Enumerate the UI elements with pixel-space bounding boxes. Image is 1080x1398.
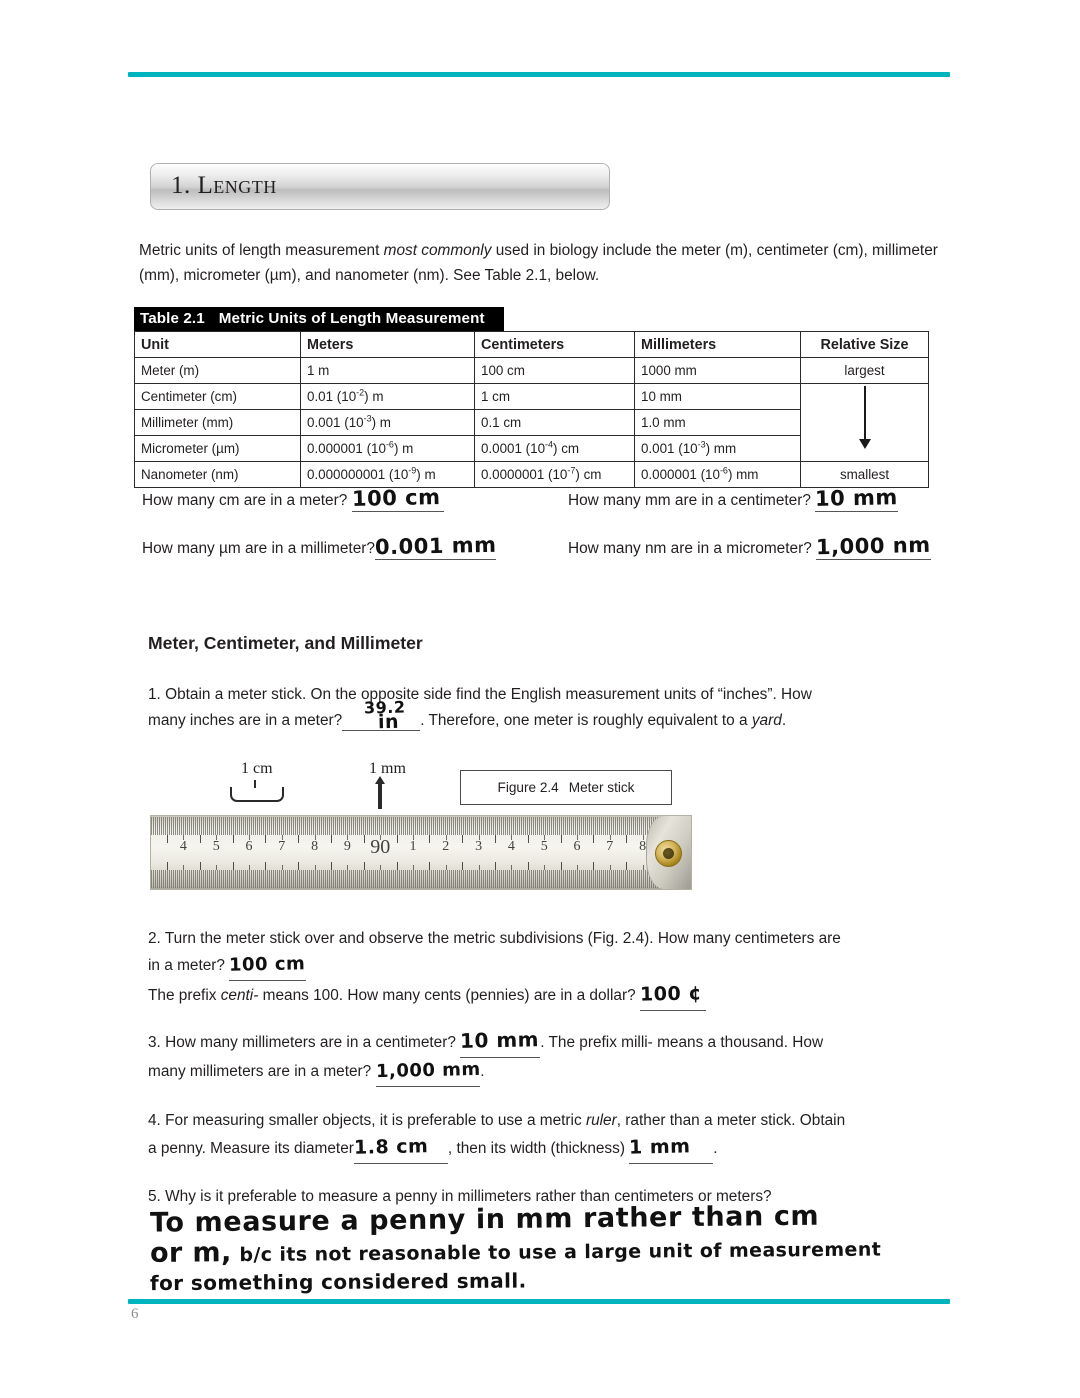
col-header-meters: Meters — [301, 332, 475, 358]
item-4 — [148, 1108, 1018, 1164]
arrow-head — [859, 439, 871, 449]
subsection-heading: Meter, Centimeter, and Millimeter — [148, 633, 423, 653]
meters-exponent: -3 — [363, 413, 372, 424]
meters-base: 0.000001 (10 — [307, 441, 386, 456]
cell-unit: Centimeter (cm) — [135, 384, 301, 410]
item-3-answer-2: 1,000 mm — [375, 1058, 481, 1083]
ruler-ticks-top — [151, 817, 663, 835]
item-4-text-2: , rather than a meter stick. Obtain — [616, 1112, 846, 1129]
meters-tail: ) m — [371, 415, 391, 430]
mm-tail: ) mm — [705, 441, 737, 456]
section-banner-label — [171, 172, 277, 200]
metric-units-table — [134, 307, 928, 488]
table-row — [135, 384, 929, 410]
col-header-centimeters: Centimeters — [475, 332, 635, 358]
ruler-numbers — [151, 836, 663, 867]
table-label: Table 2.1 — [140, 310, 205, 327]
item-2-prefix-before: The prefix — [148, 987, 221, 1004]
item-3-answer-1: 10 mm — [459, 1027, 540, 1053]
item-3-line-1 — [148, 1027, 1008, 1058]
bottom-accent-rule — [128, 1299, 950, 1304]
ruler-number: 7 — [278, 839, 286, 854]
item-3-after-1: . The prefix milli- means a thousand. How — [540, 1034, 824, 1051]
cell-millimeters: 10 mm — [635, 384, 801, 410]
item-2 — [148, 926, 1008, 1011]
quick-question-3-prompt: How many µm are in a millimeter? — [142, 540, 375, 557]
cm-base: 0.0000001 (10 — [481, 467, 568, 482]
meter-stick-image — [150, 815, 692, 890]
cell-millimeters: 1000 mm — [635, 358, 801, 384]
cell-meters — [301, 410, 475, 436]
meters-tail: ) m — [393, 441, 414, 456]
cell-meters — [301, 384, 475, 410]
item-5-handwritten-answer[interactable] — [149, 1200, 1040, 1296]
meters-exponent: -2 — [356, 387, 365, 398]
answer-line-3: for something considered small. — [149, 1268, 527, 1296]
quick-question-2-answer: 10 mm — [814, 485, 899, 511]
table-row — [135, 358, 929, 384]
ruler-number: 1 — [409, 839, 417, 854]
ruler-eyelet-icon — [655, 840, 682, 867]
figure-meter-stick — [150, 760, 690, 900]
item-3 — [148, 1027, 1008, 1087]
mm-base: 0.000001 (10 — [641, 467, 720, 482]
intro-text-italic: most commonly — [383, 242, 492, 259]
item-4-prompt-2: , then its width (thickness) — [447, 1140, 625, 1157]
quick-question-3 — [142, 534, 496, 560]
item-1-answer-unit: in — [377, 710, 400, 734]
item-1-line-1: 1. Obtain a meter stick. On the opposite side find the English measurement units of “inches”. How — [148, 686, 812, 703]
item-2-prompt-2: means 100. How many cents (pennies) are in a dollar? — [258, 987, 636, 1004]
cell-centimeters: 100 cm — [475, 358, 635, 384]
section-number: 1. — [171, 172, 191, 199]
intro-paragraph — [139, 238, 939, 288]
cell-centimeters: 0.1 cm — [475, 410, 635, 436]
item-2-answer-2: 100 ¢ — [639, 982, 703, 1006]
item-3-prompt-1: 3. How many millimeters are in a centimeter? — [148, 1034, 456, 1051]
label-one-cm: 1 cm — [241, 760, 273, 777]
item-1-line-2 — [148, 697, 988, 734]
ruler-ticks-bottom — [151, 870, 663, 888]
cell-meters: 1 m — [301, 358, 475, 384]
quick-question-3-answer: 0.001 mm — [374, 532, 497, 560]
item-3-answer-field-2[interactable] — [376, 1058, 481, 1087]
item-4-text-1: 4. For measuring smaller objects, it is preferable to use a metric — [148, 1112, 586, 1129]
item-4-answer-1: 1.8 cm — [353, 1135, 429, 1159]
cm-tail: ) cm — [553, 441, 580, 456]
section-title: Length — [197, 172, 277, 199]
ruler-number: 6 — [573, 839, 581, 854]
quick-question-1-prompt: How many cm are in a meter? — [142, 492, 348, 509]
item-3-line-2 — [148, 1058, 1008, 1087]
top-accent-rule — [128, 72, 950, 77]
cm-exponent: -4 — [545, 439, 554, 450]
ruler-number: 2 — [442, 839, 450, 854]
item-2-answer-field-2[interactable] — [640, 981, 706, 1011]
cell-meters — [301, 436, 475, 462]
quick-question-4-answer: 1,000 nm — [815, 532, 931, 560]
ruler-number: 4 — [179, 839, 187, 854]
quick-question-2-answer-field[interactable] — [815, 486, 898, 512]
meters-tail: ) m — [364, 389, 384, 404]
quick-question-2-prompt: How many mm are in a centimeter? — [568, 492, 811, 509]
mm-tail: ) mm — [727, 467, 759, 482]
meters-base: 0.01 (10 — [307, 389, 357, 404]
item-4-answer-2: 1 mm — [629, 1135, 691, 1159]
quick-question-4 — [568, 534, 931, 560]
ruler-number: 5 — [212, 839, 220, 854]
item-2-answer-field-1[interactable] — [229, 952, 305, 981]
ruler-number: 9 — [343, 839, 351, 854]
figure-caption-text: Meter stick — [568, 780, 635, 795]
item-1-answer-super: 39.2 — [363, 697, 406, 718]
item-4-italic: ruler — [585, 1112, 617, 1129]
item-1-prompt: many inches are in a meter? — [148, 712, 343, 729]
item-1 — [148, 682, 988, 734]
meters-exponent: -6 — [385, 439, 394, 450]
label-one-mm: 1 mm — [369, 760, 406, 777]
answer-line-1: To measure a penny in mm rather than cm — [149, 1200, 820, 1239]
meters-tail: ) m — [416, 467, 436, 482]
cm-brace-icon — [230, 787, 284, 802]
item-2-prefix-italic: centi- — [220, 987, 259, 1004]
arrow-shaft — [864, 386, 866, 440]
quick-question-4-answer-field[interactable] — [816, 534, 931, 560]
table-title-bar — [134, 307, 504, 331]
cm-base: 0.0001 (10 — [481, 441, 546, 456]
item-4-answer-field-2[interactable] — [629, 1134, 713, 1164]
ruler-number: 6 — [245, 839, 253, 854]
ruler-number: 3 — [475, 839, 483, 854]
size-arrow — [801, 384, 928, 461]
item-1-italic: yard — [751, 712, 782, 729]
item-4-prompt-1: a penny. Measure its diameter — [148, 1140, 354, 1157]
item-2-answer-1: 100 cm — [229, 953, 306, 976]
mm-pointer-icon — [378, 784, 382, 809]
cell-millimeters: 1.0 mm — [635, 410, 801, 436]
item-5-question: 5. Why is it preferable to measure a penny in millimeters rather than centimeters or meters? — [148, 1188, 772, 1205]
item-4-line-2 — [148, 1134, 1018, 1164]
item-2-line-1: 2. Turn the meter stick over and observe the metric subdivisions (Fig. 2.4). How many centimeters are — [148, 930, 841, 947]
item-1-answer-field[interactable] — [342, 697, 420, 734]
answer-line-2-part-a: or m, — [149, 1237, 232, 1269]
ruler-number: 5 — [540, 839, 548, 854]
item-2-line-3 — [148, 981, 1008, 1011]
cell-relative-size: largest — [801, 358, 929, 384]
cm-tail: ) cm — [575, 467, 602, 482]
cell-millimeters — [635, 436, 801, 462]
item-1-end: . — [781, 712, 787, 729]
relative-size-arrow-cell — [801, 384, 929, 462]
item-3-after-2: . — [480, 1063, 485, 1080]
col-header-relative-size: Relative Size — [801, 332, 929, 358]
cell-meters — [301, 462, 475, 488]
cell-relative-size: smallest — [801, 462, 929, 488]
col-header-millimeters: Millimeters — [635, 332, 801, 358]
mm-exponent: -6 — [719, 465, 728, 476]
col-header-unit: Unit — [135, 332, 301, 358]
mm-base: 0.001 (10 — [641, 441, 698, 456]
meters-base: 0.001 (10 — [307, 415, 364, 430]
quick-question-1 — [142, 486, 444, 512]
table-title: Metric Units of Length Measurement — [218, 310, 485, 327]
intro-text-after: used in biology include the meter (m), centimeter (cm), millimeter (mm), micrometer (µm), and nanometer (nm). See Table 2.1, below. — [139, 242, 938, 284]
cell-unit: Nanometer (nm) — [135, 462, 301, 488]
cell-unit: Micrometer (µm) — [135, 436, 301, 462]
item-4-line-1 — [148, 1108, 1018, 1134]
page-number: 6 — [131, 1306, 139, 1322]
cell-centimeters: 1 cm — [475, 384, 635, 410]
ruler-number: 7 — [606, 839, 614, 854]
cell-unit: Millimeter (mm) — [135, 410, 301, 436]
cell-millimeters — [635, 462, 801, 488]
ruler-number: 8 — [311, 839, 319, 854]
item-3-answer-field-1[interactable] — [460, 1027, 540, 1058]
item-1-after: . Therefore, one meter is roughly equivalent to a — [420, 712, 752, 729]
quick-question-2 — [568, 486, 898, 512]
item-4-answer-field-1[interactable] — [354, 1134, 448, 1164]
table-row — [135, 462, 929, 488]
section-banner — [150, 163, 610, 210]
cm-exponent: -7 — [567, 465, 576, 476]
mm-exponent: -3 — [697, 439, 706, 450]
meters-exponent: -9 — [408, 465, 417, 476]
item-2-prompt-1: in a meter? — [148, 957, 225, 974]
answer-line-2-part-b: b/c its not reasonable to use a large unit of measurement — [239, 1238, 882, 1267]
item-4-end: . — [713, 1140, 718, 1157]
quick-question-1-answer-field[interactable] — [352, 486, 444, 512]
table-header-row — [135, 332, 929, 358]
quick-question-4-prompt: How many nm are in a micrometer? — [568, 540, 812, 557]
meters-base: 0.000000001 (10 — [307, 467, 409, 482]
ruler-number: 8 — [639, 839, 647, 854]
cell-unit: Meter (m) — [135, 358, 301, 384]
item-3-prompt-2: many millimeters are in a meter? — [148, 1063, 372, 1080]
ruler-number: 4 — [507, 839, 515, 854]
quick-question-1-answer: 100 cm — [351, 485, 441, 511]
quick-question-3-answer-field[interactable] — [375, 534, 497, 560]
intro-text-before: Metric units of length measurement — [139, 242, 384, 259]
ruler-number: 90 — [370, 836, 391, 858]
figure-caption — [460, 770, 672, 805]
item-2-line-2 — [148, 952, 1008, 981]
cell-centimeters — [475, 462, 635, 488]
figure-caption-label: Figure 2.4 — [497, 780, 559, 795]
cell-centimeters — [475, 436, 635, 462]
